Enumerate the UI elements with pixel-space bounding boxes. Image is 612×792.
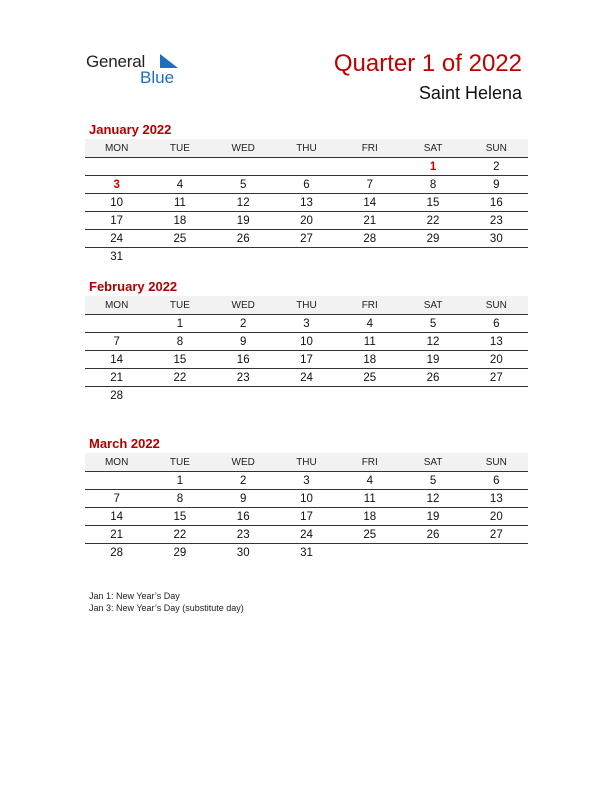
day-cell: 21 [110,528,124,541]
weekday-label: WED [231,299,255,311]
day-cell: 8 [429,178,437,191]
logo-blue-text: Blue [140,68,175,87]
day-cell: 21 [110,371,124,384]
weekday-label: TUE [169,456,190,468]
day-cell: 26 [236,232,250,245]
page-title: Quarter 1 of 2022 [333,50,522,77]
day-cell: 24 [300,528,313,541]
week-row [85,508,528,526]
day-cell: 23 [236,371,250,384]
day-cell: 1 [176,474,184,487]
day-cell: 14 [110,353,124,366]
holiday-day-cell: 3 [113,178,120,191]
day-cell: 8 [176,492,184,505]
day-cell: 19 [236,214,250,227]
day-cell: 25 [173,232,187,245]
day-cell: 5 [240,178,247,191]
day-cell: 15 [173,353,187,366]
day-cell: 3 [303,474,310,487]
day-cell: 12 [426,335,440,348]
day-cell: 2 [493,160,500,173]
day-cell: 20 [300,214,313,227]
month-march [85,435,528,561]
day-cell: 22 [173,371,187,384]
day-cell: 13 [489,335,503,348]
week-row [85,490,528,508]
day-cell: 28 [363,232,377,245]
holiday-note: Jan 3: New Year’s Day (substitute day) [89,603,244,613]
day-cell: 7 [113,335,120,348]
week-row [85,212,528,230]
weekday-label: SAT [423,456,443,468]
day-cell: 30 [489,232,503,245]
day-cell: 22 [173,528,187,541]
weekday-header-row [85,453,528,472]
weekday-header-row [85,296,528,315]
day-cell: 15 [426,196,440,209]
day-cell: 14 [363,196,377,209]
day-cell: 11 [363,492,376,505]
day-cell: 16 [236,510,250,523]
day-cell: 10 [300,492,313,505]
day-cell: 16 [236,353,250,366]
weekday-label: SAT [423,299,443,311]
day-cell: 15 [173,510,187,523]
weekday-label: THU [296,299,317,311]
week-row [85,194,528,212]
day-cell: 29 [173,546,187,559]
weekday-label: MON [104,456,129,468]
month-title: February 2022 [89,279,178,294]
day-cell: 18 [173,214,187,227]
day-cell: 13 [489,492,503,505]
day-cell: 6 [493,317,500,330]
week-row [85,333,528,351]
week-row [85,176,528,194]
day-cell: 2 [240,317,247,330]
week-row [85,230,528,248]
day-cell: 25 [363,371,377,384]
weekday-label: SAT [423,142,443,154]
day-cell: 17 [110,214,124,227]
day-cell: 9 [240,335,247,348]
day-cell: 25 [363,528,377,541]
weekday-label: SUN [485,299,507,311]
day-cell: 26 [426,371,440,384]
day-cell: 19 [426,510,440,523]
day-cell: 5 [429,474,437,487]
day-cell: 6 [493,474,500,487]
day-cell: 21 [363,214,377,227]
day-cell: 27 [489,528,503,541]
month-january [85,121,528,265]
week-row [85,351,528,369]
day-cell: 20 [489,353,503,366]
weekday-label: SUN [485,456,507,468]
day-cell: 8 [176,335,184,348]
day-cell: 29 [426,232,440,245]
day-cell: 23 [236,528,250,541]
day-cell: 24 [110,232,124,245]
day-cell: 27 [300,232,313,245]
day-cell: 20 [489,510,503,523]
month-title: January 2022 [89,122,172,137]
weekday-label: THU [296,142,317,154]
day-cell: 11 [363,335,376,348]
week-row [85,369,528,387]
day-cell: 28 [110,389,124,402]
day-cell: 4 [366,474,373,487]
day-cell: 10 [300,335,313,348]
day-cell: 18 [363,510,377,523]
weekday-label: MON [104,299,129,311]
day-cell: 26 [426,528,440,541]
week-row [85,526,528,544]
day-cell: 12 [236,196,250,209]
day-cell: 3 [303,317,310,330]
day-cell: 6 [303,178,310,191]
logo-general-text: General [86,52,146,71]
day-cell: 17 [300,353,313,366]
day-cell: 31 [300,546,313,559]
weekday-label: SUN [485,142,507,154]
weekday-label: FRI [361,142,378,154]
week-row [85,158,528,176]
day-cell: 13 [300,196,313,209]
day-cell: 24 [300,371,313,384]
day-cell: 31 [110,250,124,263]
day-cell: 7 [113,492,120,505]
day-cell: 4 [366,317,373,330]
week-row [85,315,528,333]
day-cell: 4 [176,178,184,191]
day-cell: 19 [426,353,440,366]
day-cell: 18 [363,353,377,366]
week-row [85,544,528,561]
day-cell: 14 [110,510,124,523]
country-name: Saint Helena [418,83,522,103]
weekday-label: WED [231,456,255,468]
weekday-label: THU [296,456,317,468]
holiday-note: Jan 1: New Year’s Day [89,591,180,601]
weekday-label: TUE [169,142,190,154]
holiday-day-cell: 1 [429,160,437,173]
weekday-label: MON [104,142,129,154]
day-cell: 7 [366,178,373,191]
day-cell: 9 [493,178,500,191]
day-cell: 1 [176,317,184,330]
month-february [85,278,528,404]
week-row [85,472,528,490]
day-cell: 22 [426,214,440,227]
weekday-header-row [85,139,528,158]
general-blue-logo [86,52,196,92]
day-cell: 27 [489,371,503,384]
day-cell: 12 [426,492,440,505]
day-cell: 28 [110,546,124,559]
week-row [85,248,528,265]
day-cell: 17 [300,510,313,523]
weekday-label: FRI [361,299,378,311]
day-cell: 11 [173,196,186,209]
month-title: March 2022 [89,436,160,451]
day-cell: 30 [236,546,250,559]
day-cell: 23 [489,214,503,227]
holiday-notes [89,590,244,614]
weekday-label: TUE [169,299,190,311]
day-cell: 5 [429,317,437,330]
weekday-label: FRI [361,456,378,468]
day-cell: 2 [240,474,247,487]
day-cell: 10 [110,196,124,209]
week-row [85,387,528,404]
day-cell: 9 [240,492,247,505]
weekday-label: WED [231,142,255,154]
day-cell: 16 [489,196,503,209]
